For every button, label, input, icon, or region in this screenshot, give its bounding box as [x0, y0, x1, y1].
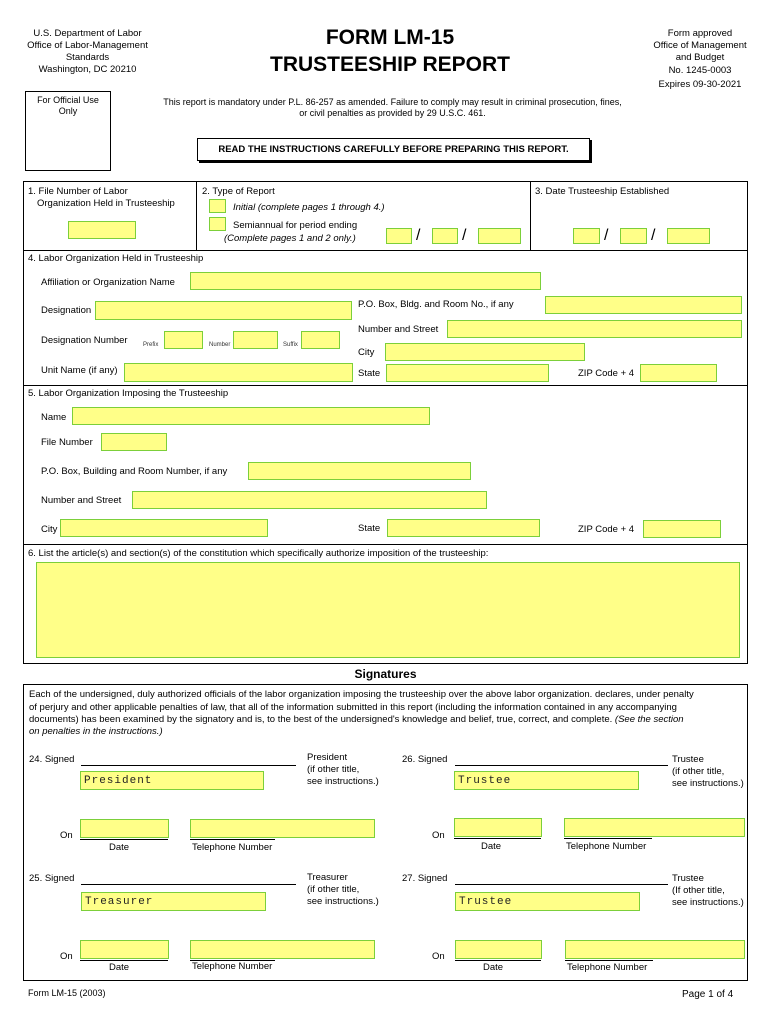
telephone-label: Telephone Number	[566, 841, 647, 852]
agency-line: U.S. Department of Labor	[33, 28, 142, 39]
imposing-file-number-input[interactable]	[101, 433, 167, 451]
imposing-state-input[interactable]	[387, 519, 540, 537]
designation-input[interactable]	[95, 301, 352, 320]
trustee-27-date-input[interactable]	[455, 940, 542, 959]
po-box-label: P.O. Box, Bldg. and Room No., if any	[358, 299, 514, 310]
trustee-27-name-input[interactable]: Trustee	[455, 892, 640, 911]
number-street-label: Number and Street	[358, 324, 439, 335]
date-line	[455, 960, 541, 961]
date-label: Date	[109, 842, 130, 853]
agency-line: Office of Labor-Management	[27, 40, 148, 51]
signatures-heading: Signatures	[354, 667, 417, 681]
prefix-label: Prefix	[143, 342, 159, 348]
other-title-note: (If other title,	[672, 885, 725, 896]
other-title-note: (if other title,	[672, 766, 725, 777]
imposing-street-input[interactable]	[132, 491, 487, 509]
city-label: City	[41, 524, 58, 535]
number-street-label: Number and Street	[41, 495, 122, 506]
divider	[23, 385, 748, 386]
type-of-report-label: 2. Type of Report	[202, 186, 275, 197]
trustee-title: Trustee	[672, 754, 704, 765]
telephone-label: Telephone Number	[192, 842, 273, 853]
treasurer-phone-input[interactable]	[190, 940, 375, 959]
divider	[530, 181, 531, 250]
signed-26-label: 26. Signed	[402, 754, 448, 765]
semiannual-note: (Complete pages 1 and 2 only.)	[224, 233, 356, 244]
agency-line: Washington, DC 20210	[38, 64, 137, 75]
telephone-label: Telephone Number	[192, 961, 273, 972]
signature-line	[81, 884, 296, 885]
treasurer-name-input[interactable]: Treasurer	[81, 892, 266, 911]
file-number-label: File Number	[41, 437, 93, 448]
city-label: City	[358, 347, 375, 358]
established-month-input[interactable]	[573, 228, 600, 244]
president-title: President	[307, 752, 348, 763]
number-label: Number	[209, 342, 231, 348]
president-date-input[interactable]	[80, 819, 169, 838]
file-number-label: Organization Held in Trusteeship	[37, 198, 175, 209]
president-name-input[interactable]: President	[80, 771, 264, 790]
trustee-26-date-input[interactable]	[454, 818, 542, 837]
affiliation-label: Affiliation or Organization Name	[41, 277, 175, 288]
file-number-label: 1. File Number of Labor	[28, 186, 128, 197]
zip-label: ZIP Code + 4	[578, 524, 635, 535]
date-label: Date	[109, 962, 130, 973]
phone-line	[565, 960, 653, 961]
divider	[23, 544, 748, 545]
other-title-note: (if other title,	[307, 884, 360, 895]
date-separator: /	[651, 227, 656, 244]
imposing-name-input[interactable]	[72, 407, 430, 425]
state-label: State	[358, 368, 381, 379]
declaration-text: of perjury and other applicable penalties of law, that all of the information submitted in this report (including the information contained in any accompanying	[29, 702, 677, 713]
form-version: Form LM-15 (2003)	[28, 988, 106, 998]
imposing-po-box-input[interactable]	[248, 462, 471, 480]
instructions-banner: READ THE INSTRUCTIONS CAREFULLY BEFORE PREPARING THIS REPORT.	[197, 138, 590, 161]
on-label: On	[60, 830, 73, 841]
date-line	[80, 839, 168, 840]
divider	[196, 181, 197, 250]
declaration-text: on penalties in the instructions.)	[29, 726, 163, 737]
signed-25-label: 25. Signed	[29, 873, 75, 884]
treasurer-date-input[interactable]	[80, 940, 169, 959]
phone-line	[190, 839, 275, 840]
unit-name-label: Unit Name (if any)	[41, 365, 118, 376]
prefix-input[interactable]	[164, 331, 203, 349]
trustee-26-phone-input[interactable]	[564, 818, 745, 837]
period-year-input[interactable]	[478, 228, 521, 244]
trustee-26-name-input[interactable]: Trustee	[454, 771, 639, 790]
section-5-label: 5. Labor Organization Imposing the Trusteeship	[28, 388, 229, 399]
constitution-articles-textarea[interactable]	[36, 562, 740, 658]
signature-line	[81, 765, 296, 766]
semiannual-checkbox[interactable]	[209, 217, 226, 231]
affiliation-input[interactable]	[190, 272, 541, 290]
initial-label: Initial (complete pages 1 through 4.)	[233, 202, 385, 213]
city-input[interactable]	[385, 343, 585, 361]
date-line	[80, 960, 168, 961]
signed-24-label: 24. Signed	[29, 754, 75, 765]
semiannual-label: Semiannual for period ending	[233, 220, 358, 231]
see-instructions-note: see instructions.)	[307, 776, 379, 787]
section-6-label: 6. List the article(s) and section(s) of the constitution which specifically authorize imposition of the trusteeship:	[28, 548, 489, 559]
see-instructions-note: see instructions.)	[307, 896, 379, 907]
agency-line: Standards	[65, 52, 110, 63]
name-label: Name	[41, 412, 67, 423]
omb-line: and Budget	[675, 52, 725, 63]
zip-input[interactable]	[640, 364, 717, 382]
state-label: State	[358, 523, 381, 534]
suffix-label: Suffix	[283, 342, 298, 348]
on-label: On	[432, 951, 445, 962]
mandatory-notice: This report is mandatory under P.L. 86-257 as amended. Failure to comply may result in criminal prosecution, fines,	[163, 97, 622, 107]
omb-number: No. 1245-0003	[668, 65, 732, 76]
official-use-label: Only	[58, 106, 78, 116]
established-year-input[interactable]	[667, 228, 710, 244]
date-separator: /	[604, 227, 609, 244]
on-label: On	[432, 830, 445, 841]
page-number: Page 1 of 4	[682, 989, 734, 1000]
signature-line	[455, 884, 668, 885]
imposing-city-input[interactable]	[60, 519, 268, 537]
section-4-label: 4. Labor Organization Held in Trusteeship	[28, 253, 204, 264]
initial-checkbox[interactable]	[209, 199, 226, 213]
date-separator: /	[462, 227, 467, 244]
date-label: Date	[483, 962, 504, 973]
designation-label: Designation	[41, 305, 92, 316]
president-phone-input[interactable]	[190, 819, 375, 838]
signature-line	[455, 765, 668, 766]
report-title: TRUSTEESHIP REPORT	[270, 53, 510, 76]
omb-expiry: Expires 09-30-2021	[658, 79, 742, 90]
state-input[interactable]	[386, 364, 549, 382]
period-day-input[interactable]	[432, 228, 458, 244]
period-month-input[interactable]	[386, 228, 412, 244]
declaration-text: documents) has been examined by the signatory and is, to the best of the undersigned's knowledge and belief, true, correct, and complete. (See the section	[29, 714, 684, 725]
designation-number-input[interactable]	[233, 331, 278, 349]
designation-number-label: Designation Number	[41, 335, 128, 346]
po-box-input[interactable]	[545, 296, 742, 314]
zip-label: ZIP Code + 4	[578, 368, 635, 379]
see-instructions-note: see instructions.)	[672, 897, 744, 908]
omb-line: Form approved	[667, 28, 733, 39]
divider	[23, 250, 748, 251]
date-label: Date	[481, 841, 502, 852]
date-line	[454, 838, 541, 839]
official-use-label: For Official Use	[37, 95, 99, 105]
file-number-input[interactable]	[68, 221, 136, 239]
suffix-input[interactable]	[301, 331, 340, 349]
omb-line: Office of Management	[653, 40, 747, 51]
number-street-input[interactable]	[447, 320, 742, 338]
date-separator: /	[416, 227, 421, 244]
telephone-label: Telephone Number	[567, 962, 648, 973]
form-title: FORM LM-15	[325, 26, 455, 49]
signed-27-label: 27. Signed	[402, 873, 448, 884]
on-label: On	[60, 951, 73, 962]
treasurer-title: Treasurer	[307, 872, 348, 883]
mandatory-notice: or civil penalties as provided by 29 U.S.C. 461.	[299, 108, 486, 118]
trustee-title: Trustee	[672, 873, 704, 884]
see-instructions-note: see instructions.)	[672, 778, 744, 789]
phone-line	[564, 838, 652, 839]
trustee-27-phone-input[interactable]	[565, 940, 745, 959]
other-title-note: (if other title,	[307, 764, 360, 775]
unit-name-input[interactable]	[124, 363, 353, 382]
established-day-input[interactable]	[620, 228, 647, 244]
po-box-label: P.O. Box, Building and Room Number, if any	[41, 466, 228, 477]
date-established-label: 3. Date Trusteeship Established	[535, 186, 670, 197]
declaration-text: Each of the undersigned, duly authorized officials of the labor organization imposing the trusteeship over the above labor organization. declares, under penalty	[29, 689, 694, 700]
imposing-zip-input[interactable]	[643, 520, 721, 538]
